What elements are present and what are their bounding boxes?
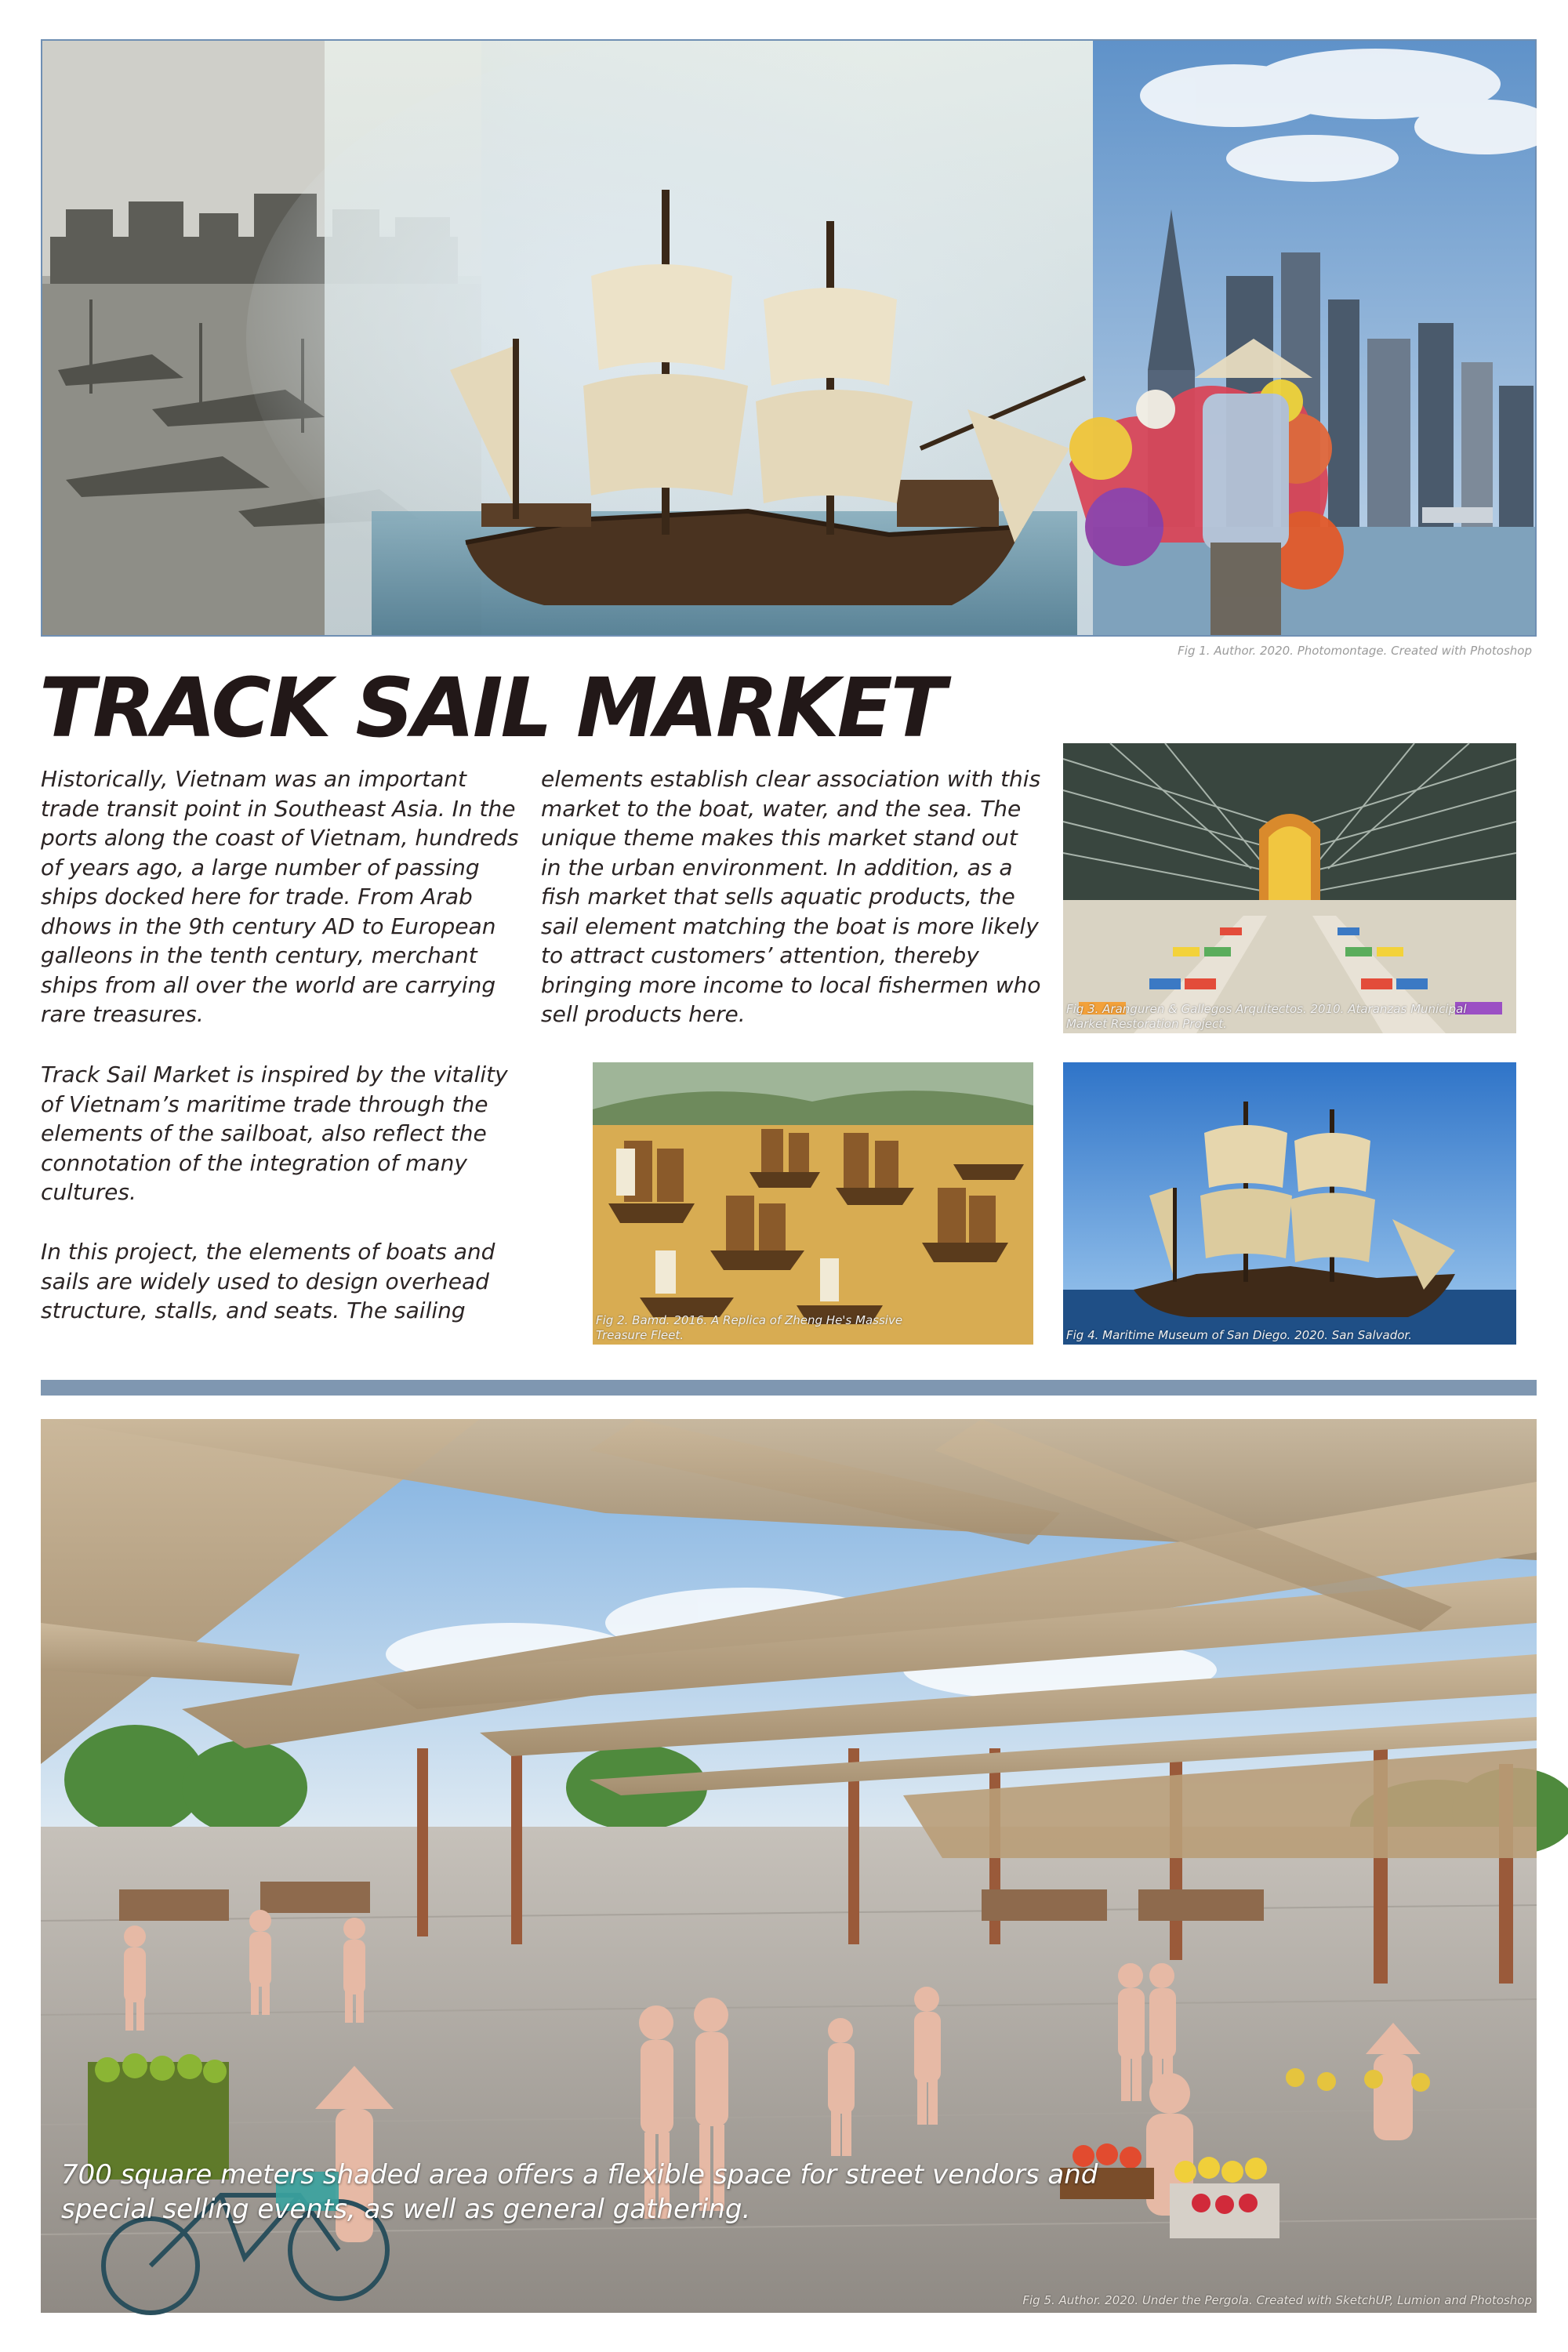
fig5-overlay-line2: special selling events, as well as general gathering.: [61, 2194, 751, 2225]
paragraph-elements: In this project, the elements of boats and sails are widely used to design overhead structure, stalls, and seats. The sailing: [41, 1239, 495, 1323]
section-divider: [41, 1380, 1537, 1396]
fig5-pergola-rendering: [41, 1419, 1537, 2313]
fig2-caption: Fig 2. Bamd. 2016. A Replica of Zheng He's Massive Treasure Fleet.: [596, 1313, 903, 1342]
page-title: TRACK SAIL MARKET: [39, 660, 944, 756]
fig4-caption: Fig 4. Maritime Museum of San Diego. 2020. San Salvador.: [1066, 1328, 1412, 1342]
fig5-caption: Fig 5. Author. 2020. Under the Pergola. Created with SketchUP, Lumion and Photoshop: [1022, 2293, 1532, 2307]
paragraph-sailing-elements: elements establish clear association with this market to the boat, water, and the sea. The unique theme makes this market stand out in the urban environment. In addition, as a fish market that sells aquatic products, the sail element matching the boat is more likely to attract customers’ attention, thereby bringing more income to local fishermen who sell products here.: [541, 766, 1041, 1027]
hero-photomontage: [41, 39, 1537, 658]
fig3-caption: Fig 3. Aranguren & Gallegos Arquitectos. 2010. Ataranzas Municipal Market Restoration Project.: [1066, 1002, 1467, 1031]
paragraph-history: Historically, Vietnam was an important trade transit point in Southeast Asia. In the ports along the coast of Vietnam, hundreds of years ago, a large number of passing ships docked here for trade. From Arab dhows in the 9th century AD to European galleons in the tenth century, merchant ships from all over the world are carrying rare treasures.: [41, 766, 519, 1027]
fig3-market-interior: [1063, 743, 1516, 1033]
fig2-treasure-fleet: [593, 1062, 1033, 1345]
fig1-caption: Fig 1. Author. 2020. Photomontage. Created with Photoshop: [1178, 644, 1532, 658]
fig4-san-salvador: [1063, 1062, 1516, 1345]
fig5-overlay-line1: 700 square meters shaded area offers a flexible space for street vendors and: [61, 2159, 1098, 2190]
paragraph-inspiration: Track Sail Market is inspired by the vitality of Vietnam’s maritime trade through the elements of the sailboat, also reflect the connotation of the integration of many cultures.: [41, 1062, 508, 1205]
